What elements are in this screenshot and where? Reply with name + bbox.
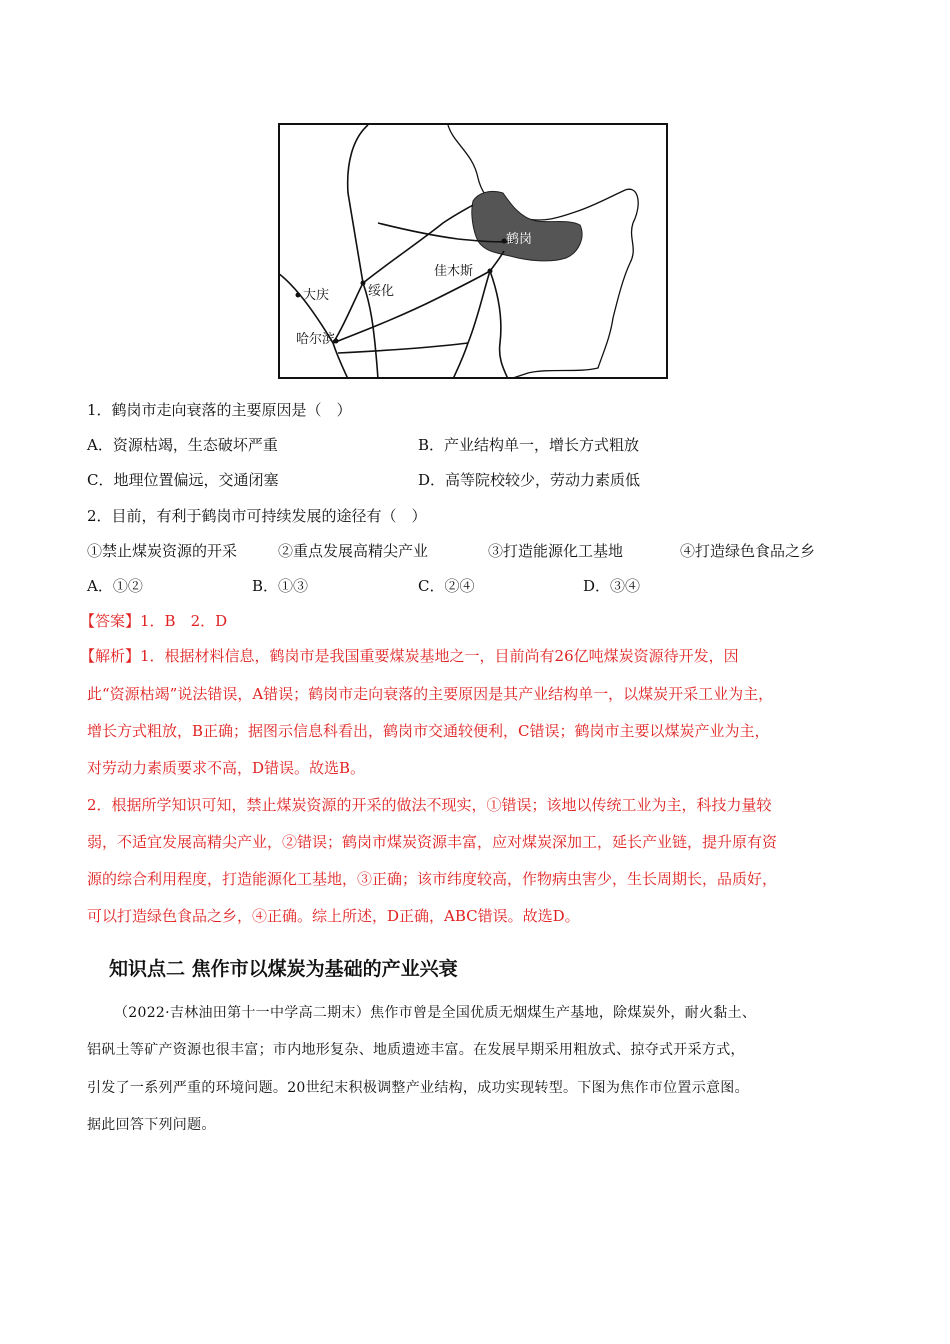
passage-line-2: 铝矾土等矿产资源也很丰富；市内地形复杂、地质遗迹丰富。在发展早期采用粗放式、掠夺式开采方式， [87, 1042, 745, 1058]
section-heading: 知识点二 焦作市以煤炭为基础的产业兴衰 [109, 958, 458, 980]
q1-option-c: C．地理位置偏远，交通闭塞 [87, 471, 279, 489]
question-1-stem: 1．鹤岗市走向衰落的主要原因是（ ） [87, 401, 352, 419]
label-hegang: 鹤岗 [506, 232, 533, 247]
passage-line-3: 引发了一系列严重的环境问题。20世纪末积极调整产业结构，成功实现转型。下图为焦作市位置示意图。 [87, 1080, 749, 1096]
passage-line-1: （2022·吉林油田第十一中学高二期末）焦作市曾是全国优质无烟煤生产基地，除煤炭外，耐火黏土、 [114, 1005, 757, 1021]
q1-option-a: A．资源枯竭，生态破坏严重 [87, 436, 278, 454]
location-map [278, 123, 668, 379]
q2-item-2: ②重点发展高精尖产业 [278, 542, 429, 560]
q1-option-d: D．高等院校较少，劳动力素质低 [418, 471, 641, 489]
q1-option-b: B．产业结构单一，增长方式粗放 [418, 436, 640, 454]
q2-option-b: B．①③ [252, 577, 309, 595]
analysis-line-8: 可以打造绿色食品之乡，④正确。综上所述，D正确，ABC错误。故选D。 [87, 907, 580, 925]
q2-item-4: ④打造绿色食品之乡 [680, 542, 816, 560]
analysis-line-2: 此“资源枯竭”说法错误，A错误；鹤岗市走向衰落的主要原因是其产业结构单一，以煤炭开采工业为主， [87, 685, 774, 703]
analysis-line-5: 2．根据所学知识可知，禁止煤炭资源的开采的做法不现实，①错误；该地以传统工业为主，科技力量较 [87, 796, 772, 814]
q2-option-d: D．③④ [583, 577, 641, 595]
q2-option-a: A．①② [87, 577, 143, 595]
analysis-line-6: 弱，不适宜发展高精尖产业，②错误；鹤岗市煤炭资源丰富，应对煤炭深加工，延长产业链，提升原有资 [87, 833, 778, 851]
analysis-line-4: 对劳动力素质要求不高，D错误。故选B。 [87, 759, 366, 777]
answer-line: 【答案】1．B 2．D [80, 612, 228, 630]
analysis-line-3: 增长方式粗放，B正确；据图示信息科看出，鹤岗市交通较便利，C错误；鹤岗市主要以煤炭产业为主， [87, 722, 770, 740]
analysis-line-1: 【解析】1．根据材料信息，鹤岗市是我国重要煤炭基地之一，目前尚有26亿吨煤炭资源待开发，因 [80, 647, 739, 665]
label-jiamusi: 佳木斯 [434, 264, 474, 279]
q2-item-1: ①禁止煤炭资源的开采 [87, 542, 238, 560]
q2-item-3: ③打造能源化工基地 [488, 542, 624, 560]
q2-option-c: C．②④ [418, 577, 475, 595]
question-2-stem: 2．目前，有利于鹤岗市可持续发展的途径有（ ） [87, 507, 427, 525]
label-suihua: 绥化 [368, 284, 395, 299]
analysis-line-7: 源的综合利用程度，打造能源化工基地，③正确；该市纬度较高，作物病虫害少，生长周期长，品质好， [87, 870, 778, 888]
label-daqing: 大庆 [303, 288, 330, 303]
label-harbin: 哈尔滨 [296, 332, 336, 347]
passage-line-4: 据此回答下列问题。 [87, 1117, 216, 1133]
